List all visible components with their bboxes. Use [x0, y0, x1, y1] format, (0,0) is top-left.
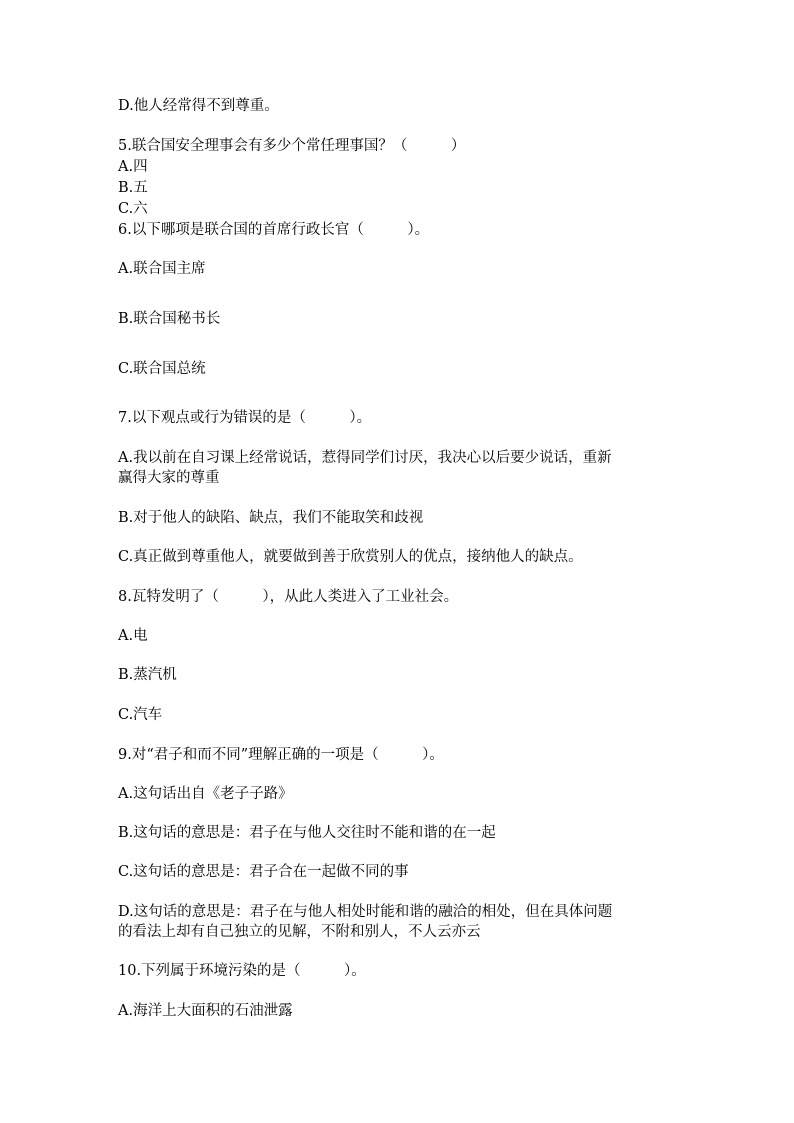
- q9-option-d-line1: D.这句话的意思是：君子在与他人相处时能和谐的融洽的相处，但在具体问题: [118, 904, 613, 920]
- q7-stem: 7.以下观点或行为错误的是（ ）。: [118, 410, 372, 426]
- q6-option-b: B.联合国秘书长: [118, 311, 221, 327]
- q8-option-c: C.汽车: [118, 707, 163, 723]
- q9-stem: 9.对“君子和而不同”理解正确的一项是（ ）。: [118, 747, 444, 763]
- q9-option-a: A.这句话出自《老子子路》: [118, 786, 293, 802]
- q4-option-d: D.他人经常得不到尊重。: [118, 98, 279, 114]
- q7-option-a-line1: A.我以前在自习课上经常说话，惹得同学们讨厌，我决心以后要少说话，重新: [118, 450, 612, 466]
- q5-option-b: B.五: [118, 180, 148, 196]
- q6-option-c: C.联合国总统: [118, 361, 206, 377]
- q5-option-c: C.六: [118, 201, 148, 217]
- q7-option-a-line2: 赢得大家的尊重: [118, 470, 220, 486]
- q9-option-c: C.这句话的意思是：君子合在一起做不同的事: [118, 864, 409, 880]
- q7-option-c: C.真正做到尊重他人，就要做到善于欣赏别人的优点，接纳他人的缺点。: [118, 549, 583, 565]
- q8-stem: 8.瓦特发明了（ ），从此人类进入了工业社会。: [118, 589, 459, 605]
- q8-option-b: B.蒸汽机: [118, 667, 177, 683]
- q7-option-b: B.对于他人的缺陷、缺点，我们不能取笑和歧视: [118, 510, 424, 526]
- q10-option-a: A.海洋上大面积的石油泄露: [118, 1003, 293, 1019]
- q9-option-d-line2: 的看法上却有自己独立的见解，不附和别人，不人云亦云: [118, 924, 481, 940]
- q10-stem: 10.下列属于环境污染的是（ ）。: [118, 963, 366, 979]
- q5-option-a: A.四: [118, 159, 148, 175]
- q6-stem: 6.以下哪项是联合国的首席行政长官（ ）。: [118, 222, 430, 238]
- q6-option-a: A.联合国主席: [118, 261, 206, 277]
- q8-option-a: A.电: [118, 628, 148, 644]
- q5-stem: 5.联合国安全理事会有多少个常任理事国？（ ）: [118, 138, 466, 154]
- q9-option-b: B.这句话的意思是：君子在与他人交往时不能和谐的在一起: [118, 825, 496, 841]
